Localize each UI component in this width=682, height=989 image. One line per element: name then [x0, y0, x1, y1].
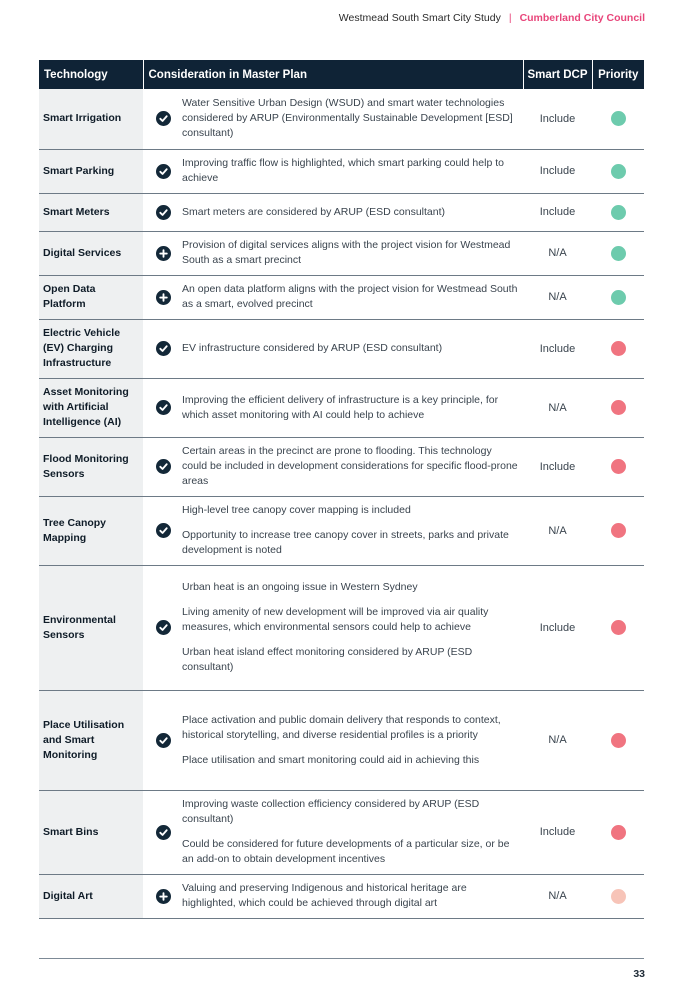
table-row: [39, 319, 644, 378]
table-row: [39, 149, 644, 193]
table-row: [39, 193, 644, 231]
technology-name: Smart Parking: [39, 149, 143, 193]
technology-name: Digital Art: [39, 874, 143, 918]
technology-name: Environmental Sensors: [39, 565, 143, 690]
priority-dot: [611, 523, 626, 538]
table-row: [39, 89, 644, 149]
column-header-technology: Technology: [39, 60, 143, 89]
priority-dot: [611, 733, 626, 748]
plus-icon: [156, 889, 171, 904]
footer-divider: [39, 958, 644, 959]
consideration-paragraph: Improving traffic flow is highlighted, which smart parking could help to achieve: [182, 157, 504, 184]
priority-cell: [592, 193, 644, 231]
priority-cell: [592, 231, 644, 275]
table-row: [39, 437, 644, 496]
priority-cell: [592, 378, 644, 437]
consideration-paragraph: Opportunity to increase tree canopy cover in streets, parks and private development is noted: [182, 529, 509, 556]
council-name: Cumberland City Council: [519, 12, 645, 24]
priority-dot: [611, 111, 626, 126]
check-icon: [156, 459, 171, 474]
technology-name: Asset Monitoring with Artificial Intelligence (AI): [39, 378, 143, 437]
smart-dcp-value: N/A: [548, 291, 567, 303]
technology-name: Tree Canopy Mapping: [39, 496, 143, 565]
priority-dot: [611, 205, 626, 220]
priority-cell: [592, 437, 644, 496]
table-row: [39, 378, 644, 437]
consideration-paragraph: Improving the efficient delivery of infrastructure is a key principle, for which asset monitoring with AI could help to achieve: [182, 393, 499, 421]
plus-icon: [156, 290, 171, 305]
priority-dot: [611, 290, 626, 305]
priority-dot: [611, 400, 626, 415]
consideration-paragraph: Valuing and preserving Indigenous and historical heritage are highlighted, which could be achieved through digital art: [182, 882, 467, 909]
consideration-paragraph: Smart meters are considered by ARUP (ESD consultant): [182, 205, 445, 218]
check-icon: [156, 733, 171, 748]
consideration-cell: [143, 149, 523, 193]
priority-cell: [592, 496, 644, 565]
column-header-priority: Priority: [592, 60, 644, 89]
consideration-paragraph: Urban heat island effect monitoring considered by ARUP (ESD consultant): [182, 646, 473, 673]
table-row: [39, 565, 644, 690]
consideration-paragraph: EV infrastructure considered by ARUP (ESD consultant): [182, 342, 443, 354]
technology-name: Smart Meters: [39, 193, 143, 231]
technology-name: Smart Irrigation: [39, 89, 143, 149]
consideration-paragraph: Place utilisation and smart monitoring could aid in achieving this: [182, 753, 480, 766]
check-icon: [156, 341, 171, 356]
consideration-cell: [143, 193, 523, 231]
priority-dot: [611, 889, 626, 904]
priority-dot: [611, 825, 626, 840]
consideration-cell: [143, 275, 523, 319]
column-header-smart-dcp: Smart DCP: [523, 60, 592, 89]
consideration-paragraph: Water Sensitive Urban Design (WSUD) and smart water technologies considered by ARUP (Environmentally Sustainable Development [ESD] consultant): [182, 97, 513, 140]
priority-cell: [592, 565, 644, 690]
priority-dot: [611, 341, 626, 356]
study-title: Westmead South Smart City Study: [338, 12, 501, 24]
priority-cell: [592, 149, 644, 193]
smart-dcp-value: Include: [539, 460, 576, 473]
smart-dcp-value: Include: [539, 342, 576, 355]
technology-name: Open Data Platform: [39, 275, 143, 319]
priority-dot: [611, 164, 626, 179]
consideration-cell: [143, 89, 523, 149]
table-row: [39, 496, 644, 565]
priority-cell: [592, 790, 644, 874]
consideration-cell: [143, 437, 523, 496]
check-icon: [156, 825, 171, 840]
priority-dot: [611, 459, 626, 474]
smart-dcp-value: N/A: [548, 524, 567, 537]
consideration-cell: [143, 565, 523, 690]
check-icon: [156, 164, 171, 179]
page-number: 33: [633, 968, 645, 980]
technology-name: Place Utilisation and Smart Monitoring: [39, 690, 143, 790]
consideration-paragraph: Certain areas in the precinct are prone to flooding. This technology could be included in development considerations for specific flood-prone areas: [182, 445, 518, 487]
smart-dcp-value: N/A: [548, 734, 567, 746]
consideration-paragraph: Living amenity of new development will be improved via air quality measures, which environmental sensors could help to achieve: [182, 606, 489, 633]
table-row: [39, 690, 644, 790]
technology-name: Flood Monitoring Sensors: [39, 437, 143, 496]
consideration-paragraph: Improving waste collection efficiency considered by ARUP (ESD consultant): [182, 798, 480, 825]
table-row: [39, 790, 644, 874]
smart-dcp-value: Include: [539, 165, 576, 177]
plus-icon: [156, 246, 171, 261]
smart-dcp-value: N/A: [548, 401, 567, 414]
smart-dcp-value: Include: [539, 826, 576, 838]
consideration-cell: [143, 690, 523, 790]
table-row: [39, 874, 644, 918]
technology-name: Smart Bins: [39, 790, 143, 874]
smart-dcp-value: Include: [539, 206, 576, 218]
smart-dcp-value: Include: [539, 112, 576, 125]
consideration-cell: [143, 319, 523, 378]
smart-dcp-value: N/A: [548, 247, 567, 259]
smart-dcp-value: Include: [539, 621, 576, 634]
consideration-paragraph: Provision of digital services aligns with the project vision for Westmead South as a smart precinct: [182, 239, 511, 266]
consideration-paragraph: High-level tree canopy cover mapping is included: [182, 504, 411, 516]
consideration-cell: [143, 496, 523, 565]
consideration-paragraph: An open data platform aligns with the project vision for Westmead South as a smart, evolved precinct: [182, 283, 518, 310]
check-icon: [156, 205, 171, 220]
consideration-paragraph: Place activation and public domain delivery that responds to context, historical storytelling, and diverse residential profiles is a priority: [182, 713, 501, 741]
priority-cell: [592, 275, 644, 319]
check-icon: [156, 523, 171, 538]
check-icon: [156, 111, 171, 126]
table-header-row: [39, 60, 644, 89]
priority-dot: [611, 620, 626, 635]
smart-dcp-value: N/A: [548, 890, 567, 902]
consideration-cell: [143, 231, 523, 275]
column-header-consideration: Consideration in Master Plan: [143, 60, 523, 89]
page-header: [339, 12, 645, 24]
table-row: [39, 231, 644, 275]
header-separator: |: [508, 12, 512, 24]
priority-cell: [592, 690, 644, 790]
priority-dot: [611, 246, 626, 261]
consideration-cell: [143, 378, 523, 437]
priority-cell: [592, 89, 644, 149]
priority-cell: [592, 874, 644, 918]
consideration-paragraph: Could be considered for future developments of a particular size, or be an add-on to obtain development incentives: [182, 838, 510, 865]
priority-cell: [592, 319, 644, 378]
consideration-cell: [143, 790, 523, 874]
check-icon: [156, 620, 171, 635]
consideration-paragraph: Urban heat is an ongoing issue in Western Sydney: [182, 581, 418, 593]
technology-name: Electric Vehicle (EV) Charging Infrastructure: [39, 319, 143, 378]
table-row: [39, 275, 644, 319]
technology-name: Digital Services: [39, 231, 143, 275]
consideration-cell: [143, 874, 523, 918]
technology-table: [39, 60, 644, 919]
check-icon: [156, 400, 171, 415]
